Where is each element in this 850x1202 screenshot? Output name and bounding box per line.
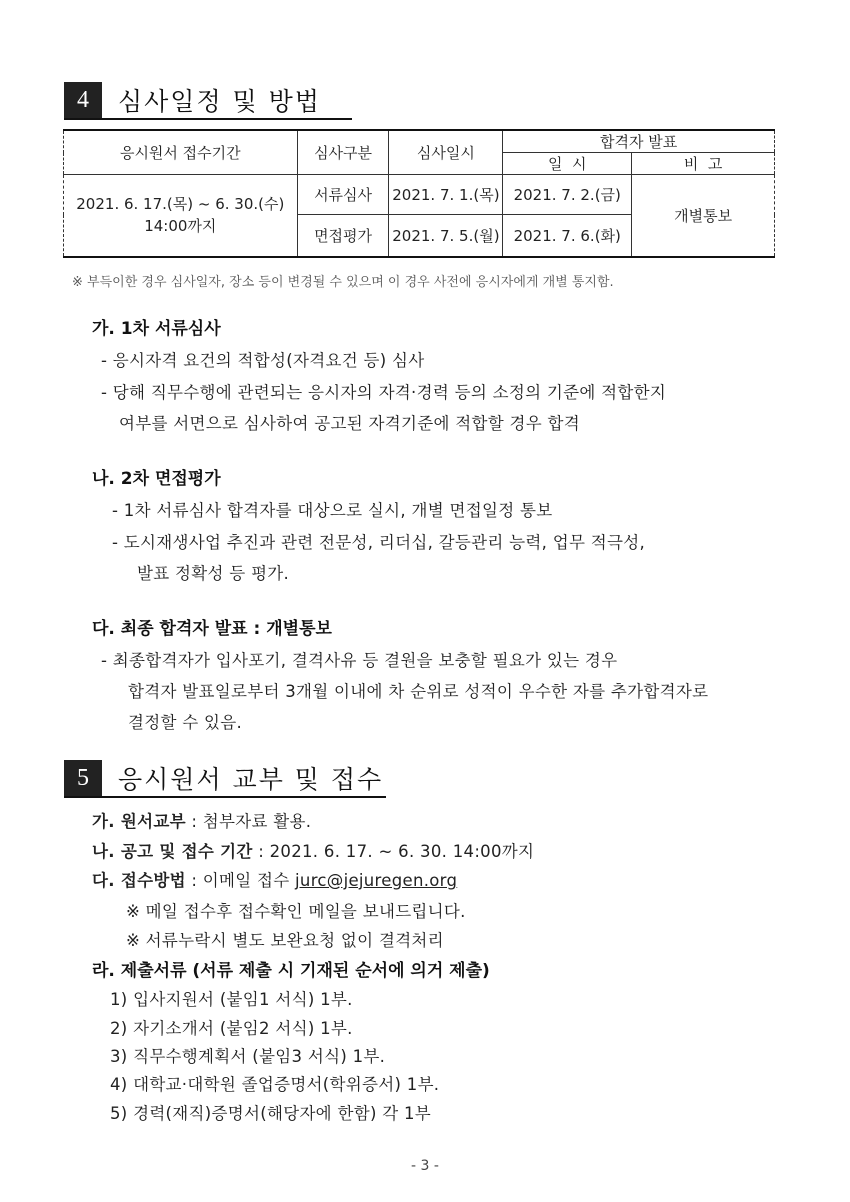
s5-ga-line bbox=[92, 808, 311, 832]
s5-na-label: 나. 공고 및 접수 기간 bbox=[92, 842, 253, 861]
header-announce-note: 비 고 bbox=[632, 153, 775, 175]
doc-item-4: 4) 대학교·대학원 졸업증명서(학위증서) 1부. bbox=[110, 1075, 440, 1094]
subsection-da-title: 다. 최종 합격자 발표 : 개별통보 bbox=[92, 619, 332, 639]
s5-da-label: 다. 접수방법 bbox=[92, 871, 186, 890]
na-line-2: - 도시재생사업 추진과 관련 전문성, 리더십, 갈등관리 능력, 업무 적극성, bbox=[112, 533, 646, 552]
s5-da-value: : 이메일 접수 bbox=[185, 871, 296, 890]
section-4-heading bbox=[64, 82, 321, 118]
da-line-1: - 최종합격자가 입사포기, 결격사유 등 결원을 보충할 필요가 있는 경우 bbox=[101, 651, 618, 670]
s5-na-value: : 2021. 6. 17. ~ 6. 30. 14:00까지 bbox=[252, 842, 535, 861]
header-date: 심사일시 bbox=[389, 130, 503, 175]
na-line-1: - 1차 서류심사 합격자를 대상으로 실시, 개별 면접일정 통보 bbox=[112, 501, 553, 520]
cell-announce-1: 2021. 7. 2.(금) bbox=[503, 175, 632, 215]
period-line-1: 2021. 6. 17.(목) ~ 6. 30.(수) bbox=[76, 195, 285, 214]
s5-note-2: ※ 서류누락시 별도 보완요청 없이 결격처리 bbox=[126, 931, 444, 950]
s5-ga-label: 가. 원서교부 bbox=[92, 812, 186, 831]
s5-note-1: ※ 메일 접수후 접수확인 메일을 보내드립니다. bbox=[126, 902, 466, 921]
header-type: 심사구분 bbox=[297, 130, 389, 175]
doc-item-1: 1) 입사지원서 (붙임1 서식) 1부. bbox=[110, 990, 353, 1009]
section-5-number: 5 bbox=[64, 760, 102, 796]
section-4-title: 심사일정 및 방법 bbox=[118, 87, 321, 116]
schedule-table bbox=[63, 129, 775, 258]
s5-da-line bbox=[92, 867, 457, 891]
cell-period bbox=[64, 175, 298, 257]
doc-item-5: 5) 경력(재직)증명서(해당자에 한함) 각 1부 bbox=[110, 1104, 432, 1123]
da-line-2: 합격자 발표일로부터 3개월 이내에 차 순위로 성적이 우수한 자를 추가합격자로 bbox=[128, 682, 709, 701]
s5-ga-value: : 첨부자료 활용. bbox=[185, 812, 312, 831]
period-line-2: 14:00까지 bbox=[144, 217, 217, 236]
s5-ra-title: 라. 제출서류 (서류 제출 시 기재된 순서에 의거 제출) bbox=[92, 961, 490, 981]
subsection-ga-title: 가. 1차 서류심사 bbox=[92, 319, 221, 339]
header-period: 응시원서 접수기간 bbox=[64, 130, 298, 175]
subsection-na-title: 나. 2차 면접평가 bbox=[92, 469, 221, 489]
email-link[interactable]: jurc@jejuregen.org bbox=[295, 871, 458, 890]
section-4-rule bbox=[64, 118, 352, 120]
s5-na-line bbox=[92, 838, 534, 862]
doc-item-2: 2) 자기소개서 (붙임2 서식) 1부. bbox=[110, 1019, 353, 1038]
cell-announce-2: 2021. 7. 6.(화) bbox=[503, 215, 632, 257]
cell-date-2: 2021. 7. 5.(월) bbox=[389, 215, 503, 257]
page-number: - 3 - bbox=[411, 1158, 439, 1174]
ga-line-2: - 당해 직무수행에 관련되는 응시자의 자격·경력 등의 소정의 기준에 적합한지 bbox=[101, 383, 667, 402]
section-5-rule bbox=[64, 796, 386, 798]
section-5-title: 응시원서 교부 및 접수 bbox=[118, 765, 384, 794]
header-announce: 합격자 발표 bbox=[503, 130, 775, 153]
cell-note: 개별통보 bbox=[632, 175, 775, 257]
section-5-heading bbox=[64, 760, 383, 796]
doc-item-3: 3) 직무수행계획서 (붙임3 서식) 1부. bbox=[110, 1047, 386, 1066]
cell-type-1: 서류심사 bbox=[297, 175, 389, 215]
da-line-3: 결정할 수 있음. bbox=[128, 713, 243, 732]
schedule-footnote: ※ 부득이한 경우 심사일자, 장소 등이 변경될 수 있으며 이 경우 사전에 응시자에게 개별 통지함. bbox=[72, 275, 614, 290]
na-line-3: 발표 정확성 등 평가. bbox=[137, 564, 290, 583]
header-announce-date: 일 시 bbox=[503, 153, 632, 175]
section-4-number: 4 bbox=[64, 82, 102, 118]
ga-line-1: - 응시자격 요건의 적합성(자격요건 등) 심사 bbox=[101, 351, 425, 370]
cell-type-2: 면접평가 bbox=[297, 215, 389, 257]
cell-date-1: 2021. 7. 1.(목) bbox=[389, 175, 503, 215]
ga-line-3: 여부를 서면으로 심사하여 공고된 자격기준에 적합할 경우 합격 bbox=[119, 414, 581, 433]
